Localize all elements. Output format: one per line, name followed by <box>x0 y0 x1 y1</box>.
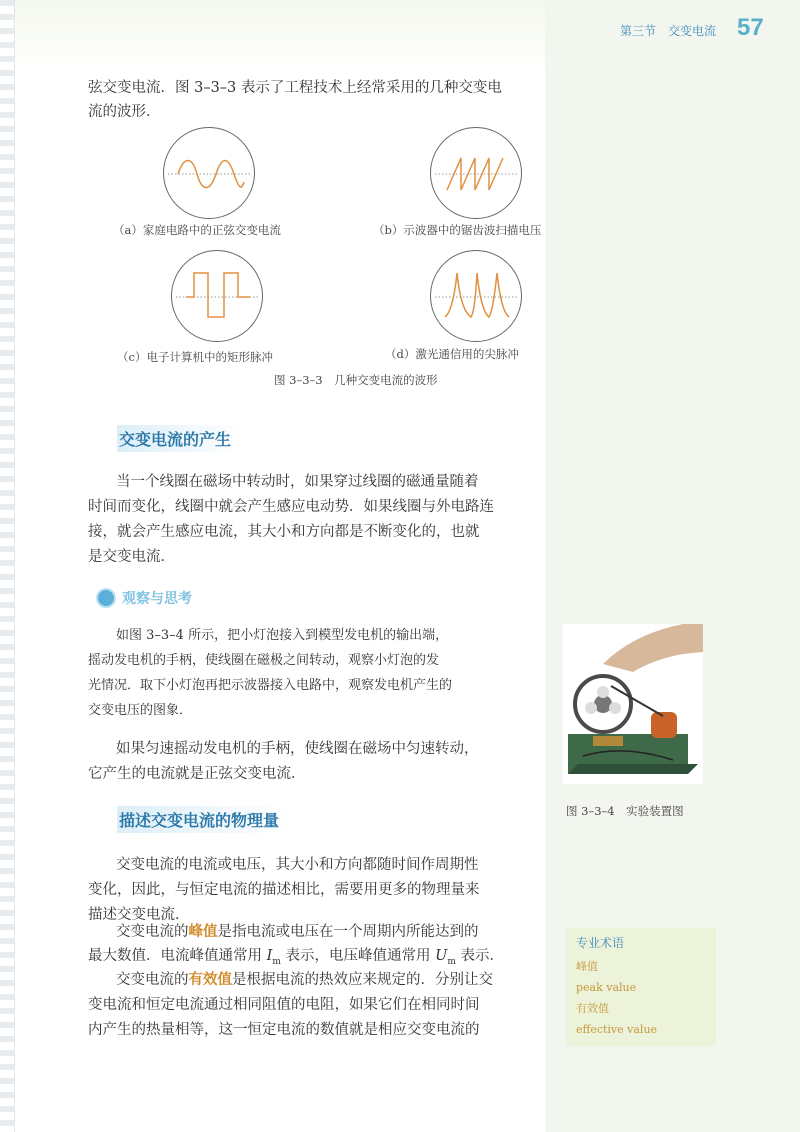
observe-after-line-1: 如果匀速摇动发电机的手柄，使线圈在磁场中匀速转动， <box>116 741 479 757</box>
term-effective-value: 有效值 <box>188 971 232 988</box>
section2-p1-line-3: 描述交变电流． <box>88 907 190 923</box>
section2-p1-line-2: 变化，因此，与恒定电流的描述相比，需要用更多的物理量来 <box>88 882 480 898</box>
figure-b-caption: （b）示波器中的锯齿波扫描电压 <box>373 223 542 237</box>
term-item: 峰值 <box>576 960 598 973</box>
figure-a-sine-wave <box>163 127 255 219</box>
figure-b-sawtooth-wave <box>430 127 522 219</box>
observe-line-4: 交变电压的图象． <box>88 703 193 718</box>
section2-p1-line-1: 交变电流的电流或电压，其大小和方向都随时间作周期性 <box>116 857 479 873</box>
section1-line-4: 是交变电流． <box>88 549 175 565</box>
section1-line-2: 时间而变化，线圈中就会产生感应电动势．如果线圈与外电路连 <box>88 499 494 515</box>
term-item: peak value <box>576 981 637 994</box>
section2-p2-line-2: 最大数值．电流峰值通常用 $I_m$ 表示，电压峰值通常用 $U_m$ 表示． <box>88 948 504 967</box>
intro-line-1: 弦交变电流．图 3–3–3 表示了工程技术上经常采用的几种交变电 <box>88 80 502 96</box>
observe-label: 观察与思考 <box>122 591 192 607</box>
section2-p3-line-1: 交变电流的有效值是根据电流的热效应来规定的．分别让交 <box>116 971 493 988</box>
intro-line-2: 流的波形． <box>88 104 161 120</box>
page-number: 57 <box>737 14 764 41</box>
figure-a-caption: （a）家庭电路中的正弦交变电流 <box>113 223 281 237</box>
section-title-quantities: 描述交变电流的物理量 <box>117 806 289 833</box>
observe-line-1: 如图 3–3–4 所示，把小灯泡接入到模型发电机的输出端， <box>116 628 449 643</box>
terms-title: 专业术语 <box>576 936 625 950</box>
section2-p3-line-2: 变电流和恒定电流通过相同阻值的电阻，如果它们在相同时间 <box>88 997 480 1013</box>
photo-caption: 图 3–3–4 实验装置图 <box>566 804 684 818</box>
figure-d-spike-pulse <box>430 250 522 342</box>
term-peak-value: 峰值 <box>188 923 218 940</box>
observe-after-line-2: 它产生的电流就是正弦交变电流． <box>88 766 306 782</box>
terms-box <box>566 928 716 1046</box>
observe-think-heading <box>96 586 192 610</box>
section1-line-3: 接，就会产生感应电流，其大小和方向都是不断变化的，也就 <box>88 524 480 540</box>
section2-p2-line-1: 交变电流的峰值是指电流或电压在一个周期内所能达到的 <box>116 923 479 940</box>
section2-p3-line-3: 内产生的热量相等，这一恒定电流的数值就是相应交变电流的 <box>88 1022 480 1038</box>
term-item: effective value <box>576 1023 658 1036</box>
page-binding <box>0 0 14 1132</box>
running-header: 第三节 交变电流 <box>620 24 717 38</box>
section1-line-1: 当一个线圈在磁场中转动时，如果穿过线圈的磁通量随着 <box>116 474 479 490</box>
observe-line-2: 摇动发电机的手柄，使线圈在磁极之间转动，观察小灯泡的发 <box>88 653 440 668</box>
figure-title: 图 3–3–3 几种交变电流的波形 <box>274 373 438 387</box>
binding-line <box>14 0 15 1132</box>
figure-d-caption: （d）激光通信用的尖脉冲 <box>385 347 519 361</box>
generator-apparatus-photo <box>563 624 703 784</box>
term-item: 有效值 <box>576 1002 609 1015</box>
observe-icon <box>96 588 116 608</box>
figure-c-caption: （c）电子计算机中的矩形脉冲 <box>117 350 273 364</box>
figure-c-rectangular-pulse <box>171 250 263 342</box>
section-title-generation: 交变电流的产生 <box>117 425 241 452</box>
observe-line-3: 光情况．取下小灯泡再把示波器接入电路中，观察发电机产生的 <box>88 678 453 693</box>
